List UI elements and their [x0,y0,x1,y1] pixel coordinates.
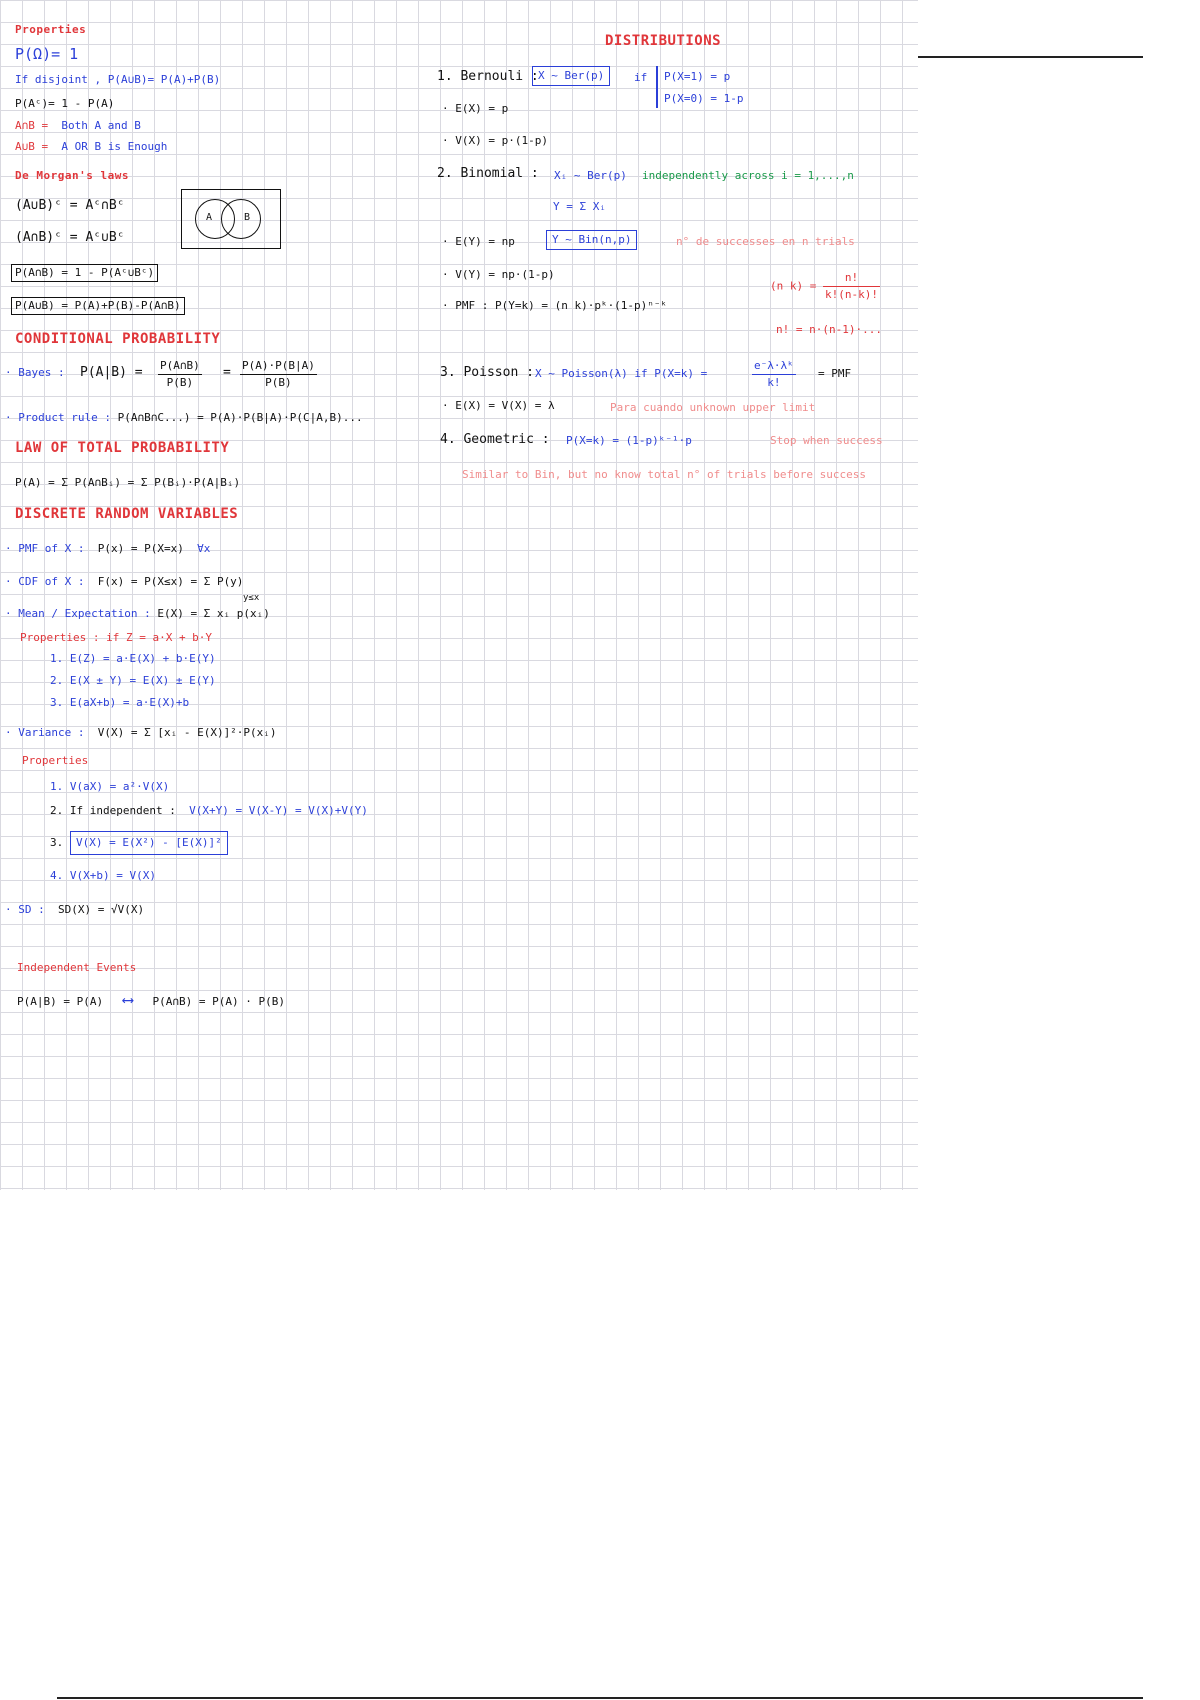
bayes-numerator-1: P(A∩B) [158,358,202,375]
cdf-subscript: y≤x [243,593,260,603]
bayes-label: · Bayes : [5,366,65,379]
poisson-expectation-variance: · E(X) = V(X) = λ [442,399,555,412]
cdf-formula: F(x) = P(X≤x) = Σ P(y) [97,575,244,588]
distributions-heading: DISTRIBUTIONS [605,33,722,49]
geometric-label: 4. Geometric : [440,432,550,447]
top-rule-line [918,56,1143,58]
mean-formula: E(X) = Σ xᵢ p(xᵢ) [157,607,270,620]
properties-heading: Properties [15,23,87,36]
binomial-sum-definition: Y = Σ Xᵢ [553,200,606,213]
total-probability-formula: P(A) = Σ P(A∩Bᵢ) = Σ P(Bᵢ)·P(A|Bᵢ) [15,476,241,489]
drv-heading: DISCRETE RANDOM VARIABLES [15,506,239,522]
variance-property-2 [50,803,368,819]
binomial-variance: · V(Y) = np·(1-p) [442,268,555,281]
bottom-rule-line [57,1697,1143,1699]
pmf-forall: ∀x [197,542,211,555]
bayes-fraction-2 [240,358,317,391]
poisson-label: 3. Poisson : [440,365,534,380]
binomial-boxed-definition: Y ~ Bin(n,p) [546,230,637,250]
bayes-denominator-2: P(B) [265,376,292,389]
mean-properties-heading: Properties : if Z = a·X + b·Y [20,631,213,644]
conditional-heading: CONDITIONAL PROBABILITY [15,331,221,347]
complement-rule: P(Aᶜ)= 1 - P(A) [15,97,115,110]
double-arrow-icon: ⟷ [122,990,133,1009]
p-omega-formula: P(Ω)= 1 [15,45,79,63]
demorgan-law-2: (A∩B)ᶜ = Aᶜ∪Bᶜ [15,230,125,245]
venn-circle-b [221,199,261,239]
pmf-formula: P(x) = P(X=x) [97,542,184,555]
or-definition [15,139,167,155]
sd-formula: SD(X) = √V(X) [58,903,145,916]
cdf-line [5,574,243,590]
bayes-fraction-1 [158,358,202,391]
demorgan-heading: De Morgan's laws [15,169,129,182]
bayes-lhs: P(A|B) = [80,365,143,380]
variance-formula: V(X) = Σ [xᵢ - E(X)]²·P(xᵢ) [97,726,277,739]
boxed-union-formula: P(A∪B) = P(A)+P(B)-P(A∩B) [11,297,185,315]
product-rule-formula: P(A∩B∩C...) = P(A)·P(B|A)·P(C|A,B)... [117,411,363,424]
poisson-definition: X ~ Poisson(λ) if P(X=k) = [535,367,708,380]
binomial-xi-definition: Xᵢ ~ Ber(p) [554,169,627,182]
variance-property-2-label: 2. If independent : [50,804,176,817]
binomial-successes-note: n° de successes en n trials [676,235,855,248]
demorgan-law-1: (A∪B)ᶜ = Aᶜ∩Bᶜ [15,198,125,213]
cdf-label: · CDF of X : [5,575,85,588]
boxed-intersection-formula: P(A∩B) = 1 - P(Aᶜ∪Bᶜ) [11,264,158,282]
binomial-coefficient [770,270,880,303]
bernoulli-if: if [634,71,648,84]
variance-property-3-boxed: V(X) = E(X²) - [E(X)]² [70,831,228,855]
variance-property-3-number: 3. [50,836,64,849]
poisson-numerator: e⁻λ·λᵏ [752,358,796,375]
total-probability-heading: LAW OF TOTAL PROBABILITY [15,440,230,456]
factorial-definition: n! = n·(n-1)·... [776,323,882,336]
venn-label-a: A [206,212,213,223]
and-label: A∩B = [15,119,49,132]
pmf-label: · PMF of X : [5,542,85,555]
mean-label: · Mean / Expectation : [5,607,151,620]
binomial-pmf: · PMF : P(Y=k) = (n k)·pᵏ·(1-p)ⁿ⁻ᵏ [442,299,668,312]
binomial-coefficient-numerator: n! [823,270,880,287]
product-rule-label: · Product rule : [5,411,111,424]
variance-property-1: 1. V(aX) = a²·V(X) [50,780,170,793]
mean-line [5,606,270,622]
bayes-equals: = [223,365,231,380]
binomial-expectation: · E(Y) = np [442,235,515,248]
bernoulli-case-1: P(X=1) = p [664,70,731,83]
bayes-denominator-1: P(B) [166,376,194,389]
and-definition [15,118,141,134]
independent-events-line [17,992,285,1010]
poisson-pmf-label: = PMF [818,367,852,380]
binomial-coefficient-denominator: k!(n-k)! [824,288,878,301]
product-rule [5,410,363,426]
bernoulli-expectation: · E(X) = p [442,102,509,115]
binomial-independence-note: independently across i = 1,...,n [642,169,854,182]
geometric-note-2: Similar to Bin, but no know total n° of trials before success [462,468,866,481]
poisson-note: Para cuando unknown upper limit [610,401,816,414]
venn-diagram [181,189,281,249]
independent-events-lhs: P(A|B) = P(A) [17,995,104,1008]
poisson-fraction [752,358,796,391]
mean-property-3: 3. E(aX+b) = a·E(X)+b [50,696,190,709]
or-label: A∪B = [15,140,49,153]
bernoulli-case-2: P(X=0) = 1-p [664,92,744,105]
bayes-numerator-2: P(A)·P(B|A) [240,358,317,375]
mean-property-2: 2. E(X ± Y) = E(X) ± E(Y) [50,674,216,687]
bernoulli-cases-bar [656,66,658,108]
binomial-label: 2. Binomial : [437,166,539,181]
bernoulli-variance: · V(X) = p·(1-p) [442,134,548,147]
independent-events-rhs: P(A∩B) = P(A) · P(B) [152,995,285,1008]
variance-property-2-formula: V(X+Y) = V(X-Y) = V(X)+V(Y) [189,804,368,817]
and-description: Both A and B [61,119,141,132]
geometric-note: Stop when success [770,434,883,447]
or-description: A OR B is Enough [61,140,168,153]
sd-line [5,902,144,918]
geometric-formula: P(X=k) = (1-p)ᵏ⁻¹·p [566,434,692,447]
mean-property-1: 1. E(Z) = a·E(X) + b·E(Y) [50,652,216,665]
bernoulli-label: 1. Bernouli : [437,69,539,84]
variance-line [5,725,277,741]
sd-label: · SD : [5,903,45,916]
pmf-line [5,541,210,557]
poisson-denominator: k! [767,376,781,389]
bernoulli-boxed-definition: X ~ Ber(p) [532,66,610,86]
independent-events-heading: Independent Events [17,961,137,974]
variance-properties-heading: Properties [22,754,89,767]
disjoint-rule: If disjoint , P(A∪B)= P(A)+P(B) [15,73,221,86]
venn-label-b: B [244,212,251,223]
binomial-coefficient-lhs: (n k) = [770,279,817,293]
variance-label: · Variance : [5,726,85,739]
variance-property-4: 4. V(X+b) = V(X) [50,869,156,882]
